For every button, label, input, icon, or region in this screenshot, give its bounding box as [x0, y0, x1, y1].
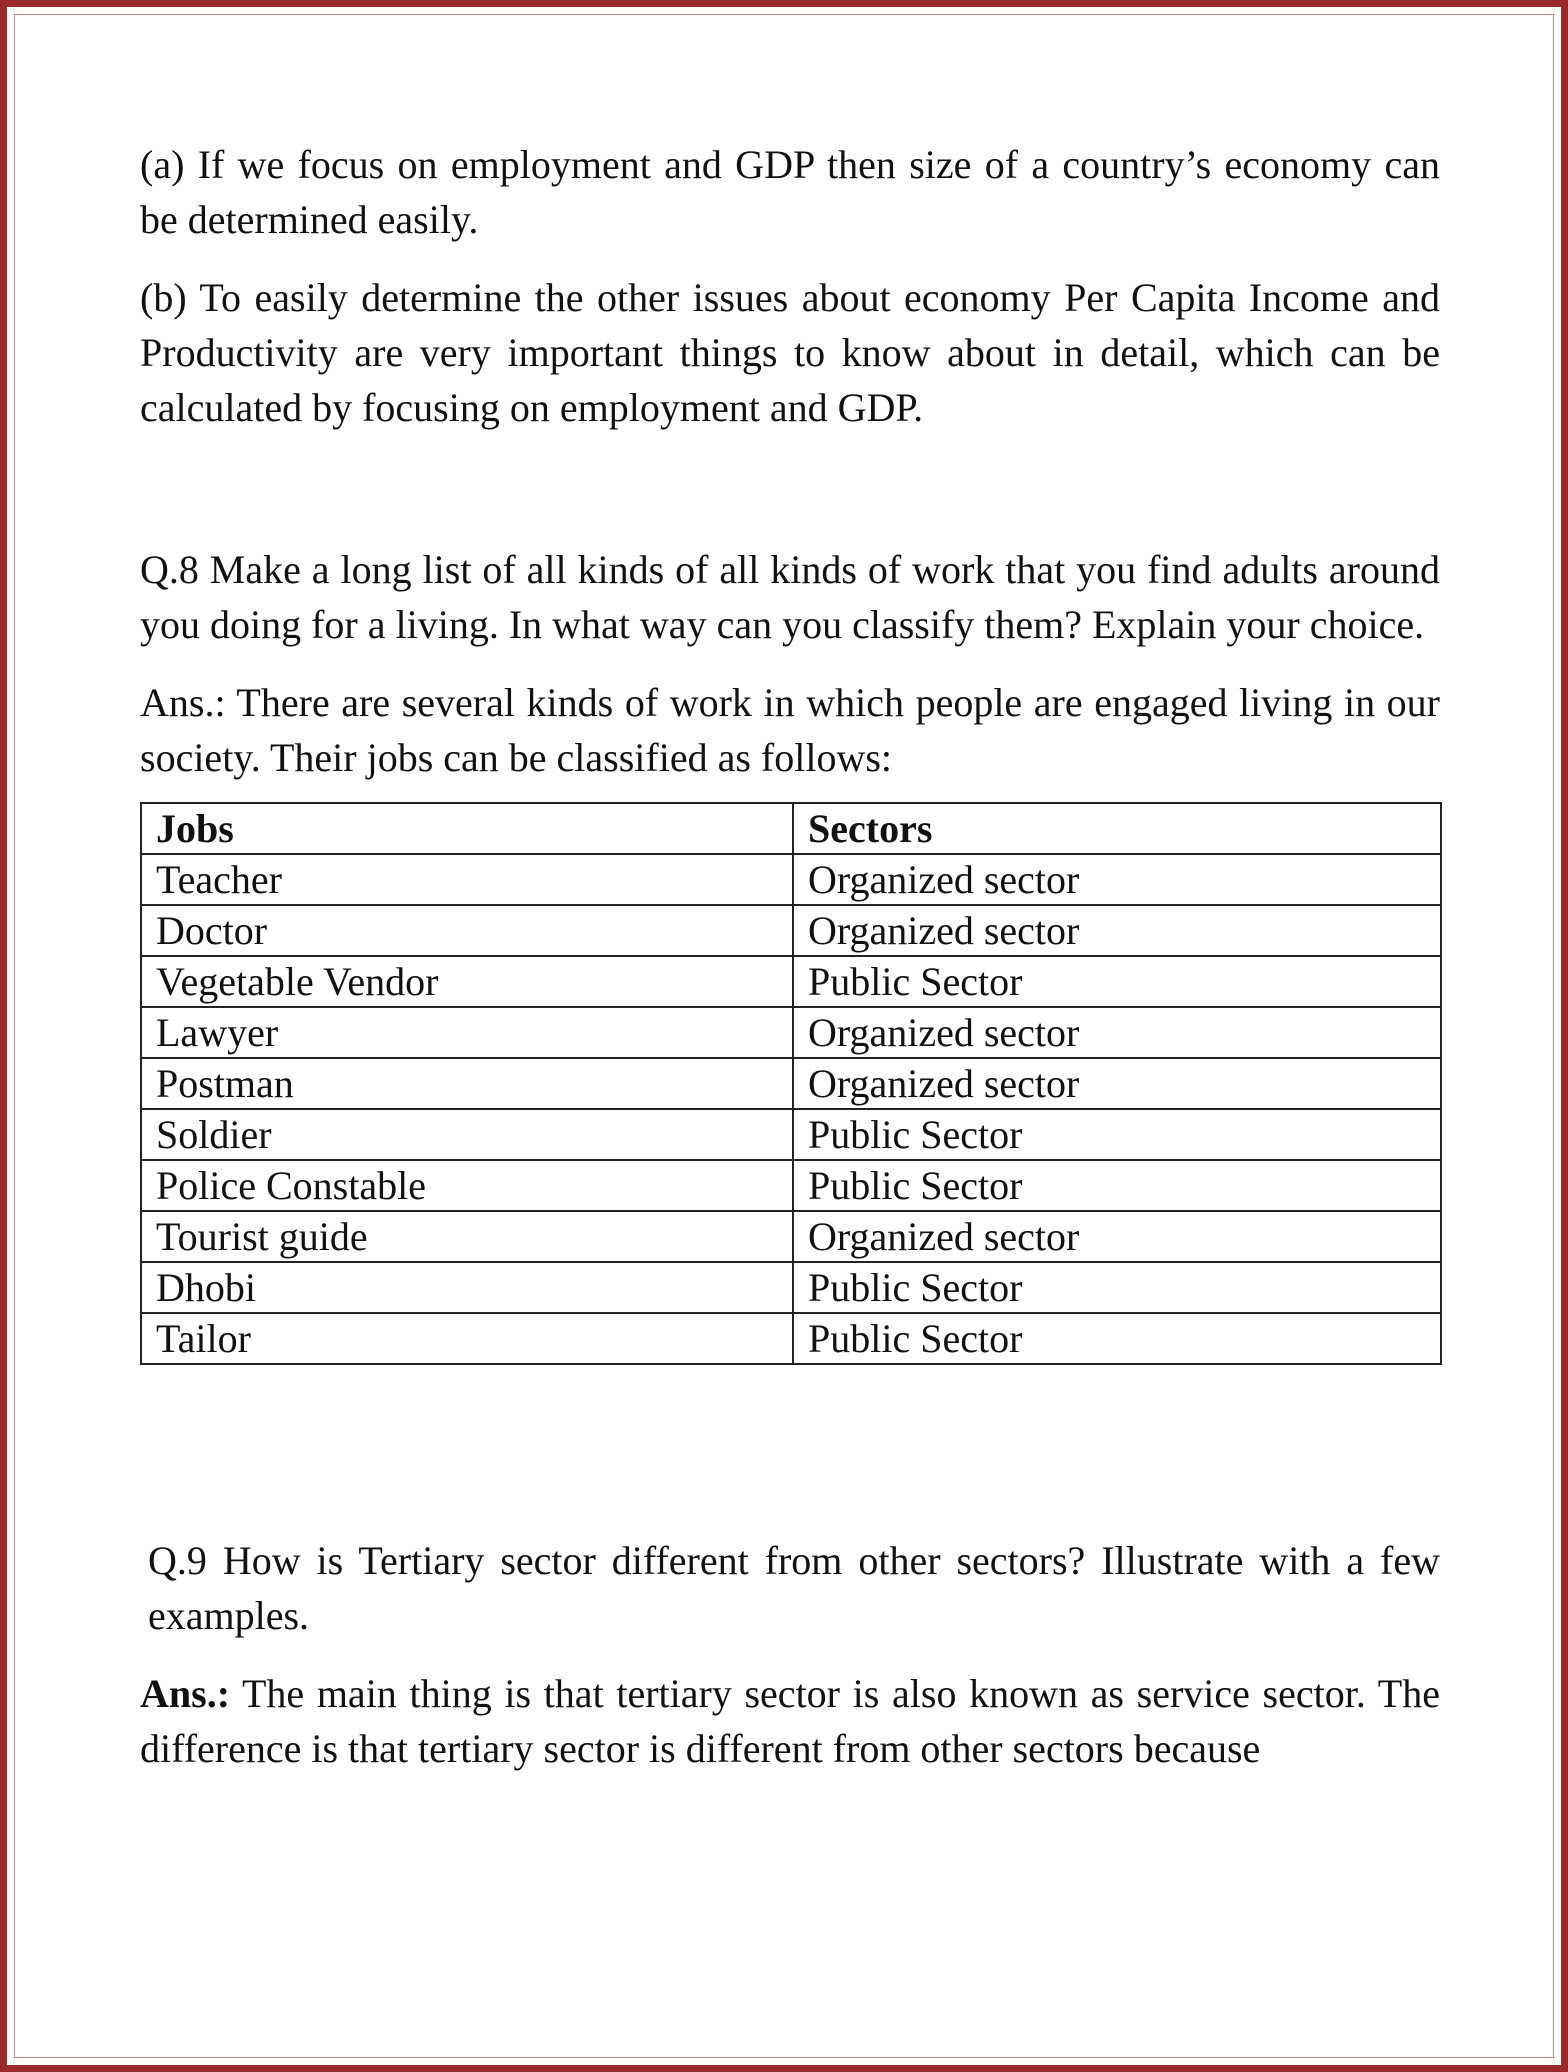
sector-cell: Public Sector	[793, 1160, 1441, 1211]
table-row	[141, 1313, 1441, 1364]
table-row	[141, 854, 1441, 905]
sector-cell: Public Sector	[793, 1109, 1441, 1160]
jobs-table	[140, 802, 1442, 1365]
table-row	[141, 956, 1441, 1007]
q9-answer-text: The main thing is that tertiary sector is also known as service sector. The difference is that tertiary sector is different from other sectors because	[140, 1671, 1440, 1771]
sector-cell: Public Sector	[793, 1313, 1441, 1364]
header-jobs: Jobs	[141, 803, 793, 854]
table-row	[141, 1007, 1441, 1058]
table-row	[141, 1058, 1441, 1109]
job-cell: Vegetable Vendor	[141, 956, 793, 1007]
q9-answer-label: Ans.:	[140, 1671, 231, 1716]
q8-question: Q.8 Make a long list of all kinds of all kinds of work that you find adults around you doing for a living. In what way can you classify them? Explain your choice.	[140, 547, 1440, 647]
q9-question: Q.9 How is Tertiary sector different from other sectors? Illustrate with a few examples.	[148, 1538, 1440, 1638]
q8-answer: Ans.: There are several kinds of work in which people are engaged living in our society. Their jobs can be classified as follows:	[140, 680, 1440, 780]
job-cell: Postman	[141, 1058, 793, 1109]
page-content	[140, 137, 1440, 1776]
job-cell: Police Constable	[141, 1160, 793, 1211]
table-row	[141, 1109, 1441, 1160]
table-row	[141, 1262, 1441, 1313]
job-cell: Soldier	[141, 1109, 793, 1160]
job-cell: Dhobi	[141, 1262, 793, 1313]
sector-cell: Organized sector	[793, 1007, 1441, 1058]
job-cell: Doctor	[141, 905, 793, 956]
table-row	[141, 1211, 1441, 1262]
sector-cell: Public Sector	[793, 956, 1441, 1007]
table-row	[141, 905, 1441, 956]
sector-cell: Organized sector	[793, 1058, 1441, 1109]
sector-cell: Organized sector	[793, 905, 1441, 956]
sector-cell: Organized sector	[793, 854, 1441, 905]
job-cell: Teacher	[141, 854, 793, 905]
paragraph-a: (a) If we focus on employment and GDP then size of a country’s economy can be determined easily.	[140, 142, 1440, 242]
q9-answer	[140, 1666, 1440, 1776]
paragraph-b: (b) To easily determine the other issues about economy Per Capita Income and Productivity are very important things to know about in detail, which can be calculated by focusing on employment and GDP.	[140, 275, 1440, 430]
table-header-row	[141, 803, 1441, 854]
job-cell: Lawyer	[141, 1007, 793, 1058]
job-cell: Tailor	[141, 1313, 793, 1364]
sector-cell: Public Sector	[793, 1262, 1441, 1313]
header-sectors: Sectors	[793, 803, 1441, 854]
sector-cell: Organized sector	[793, 1211, 1441, 1262]
table-row	[141, 1160, 1441, 1211]
job-cell: Tourist guide	[141, 1211, 793, 1262]
